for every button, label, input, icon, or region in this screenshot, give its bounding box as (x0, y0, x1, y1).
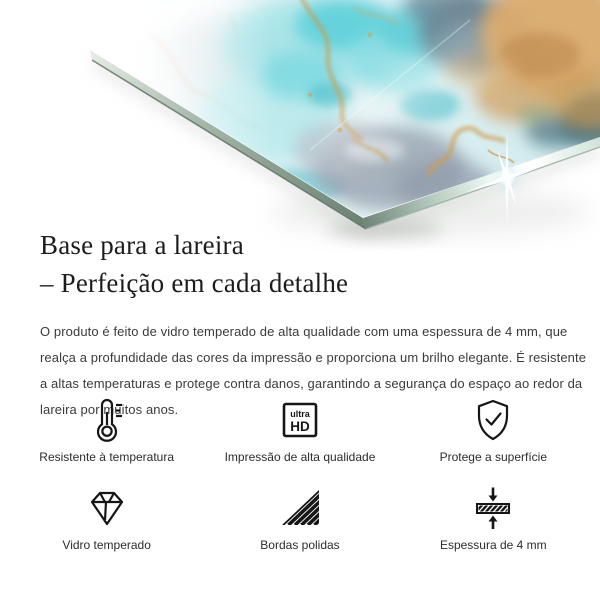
feature-label: Vidro temperado (62, 538, 151, 552)
product-photo (0, 0, 600, 252)
thickness-icon (473, 486, 513, 530)
feature-label: Protege a superfície (439, 450, 548, 464)
feature-polished-edges (203, 484, 396, 552)
feature-surface-protection (397, 396, 590, 464)
feature-label: Bordas polidas (260, 538, 340, 552)
svg-text:HD: HD (290, 419, 310, 434)
shield-check-icon (473, 398, 513, 442)
feature-thickness (397, 484, 590, 552)
glass-panel-image (0, 0, 600, 252)
feature-grid (10, 396, 590, 552)
feature-label: Resistente à temperatura (39, 450, 175, 464)
polished-edge-icon (278, 488, 322, 528)
feature-label: Impressão de alta qualidade (224, 450, 376, 464)
feature-label: Espessura de 4 mm (439, 538, 547, 552)
svg-text:ultra: ultra (290, 409, 310, 419)
page-title-line1: Base para a lareira (40, 230, 244, 260)
diamond-icon (84, 488, 130, 528)
page-title-line2: – Perfeição em cada detalhe (40, 268, 349, 298)
thermometer-icon (87, 397, 127, 443)
ultra-hd-icon (280, 400, 320, 440)
feature-temperature (10, 396, 203, 464)
product-description: O produto é feito de vidro temperado de alta qualidade com uma espessura de 4 mm, que realça a profundidade das cores da impressão e proporciona um brilho elegante. É resistente a altas temperaturas e protege contra danos, garantindo a segurança do espaço ao redor da lareira por muitos anos. (40, 324, 587, 417)
feature-tempered-glass (10, 484, 203, 552)
page-title (40, 226, 580, 302)
feature-print-quality (203, 396, 396, 464)
